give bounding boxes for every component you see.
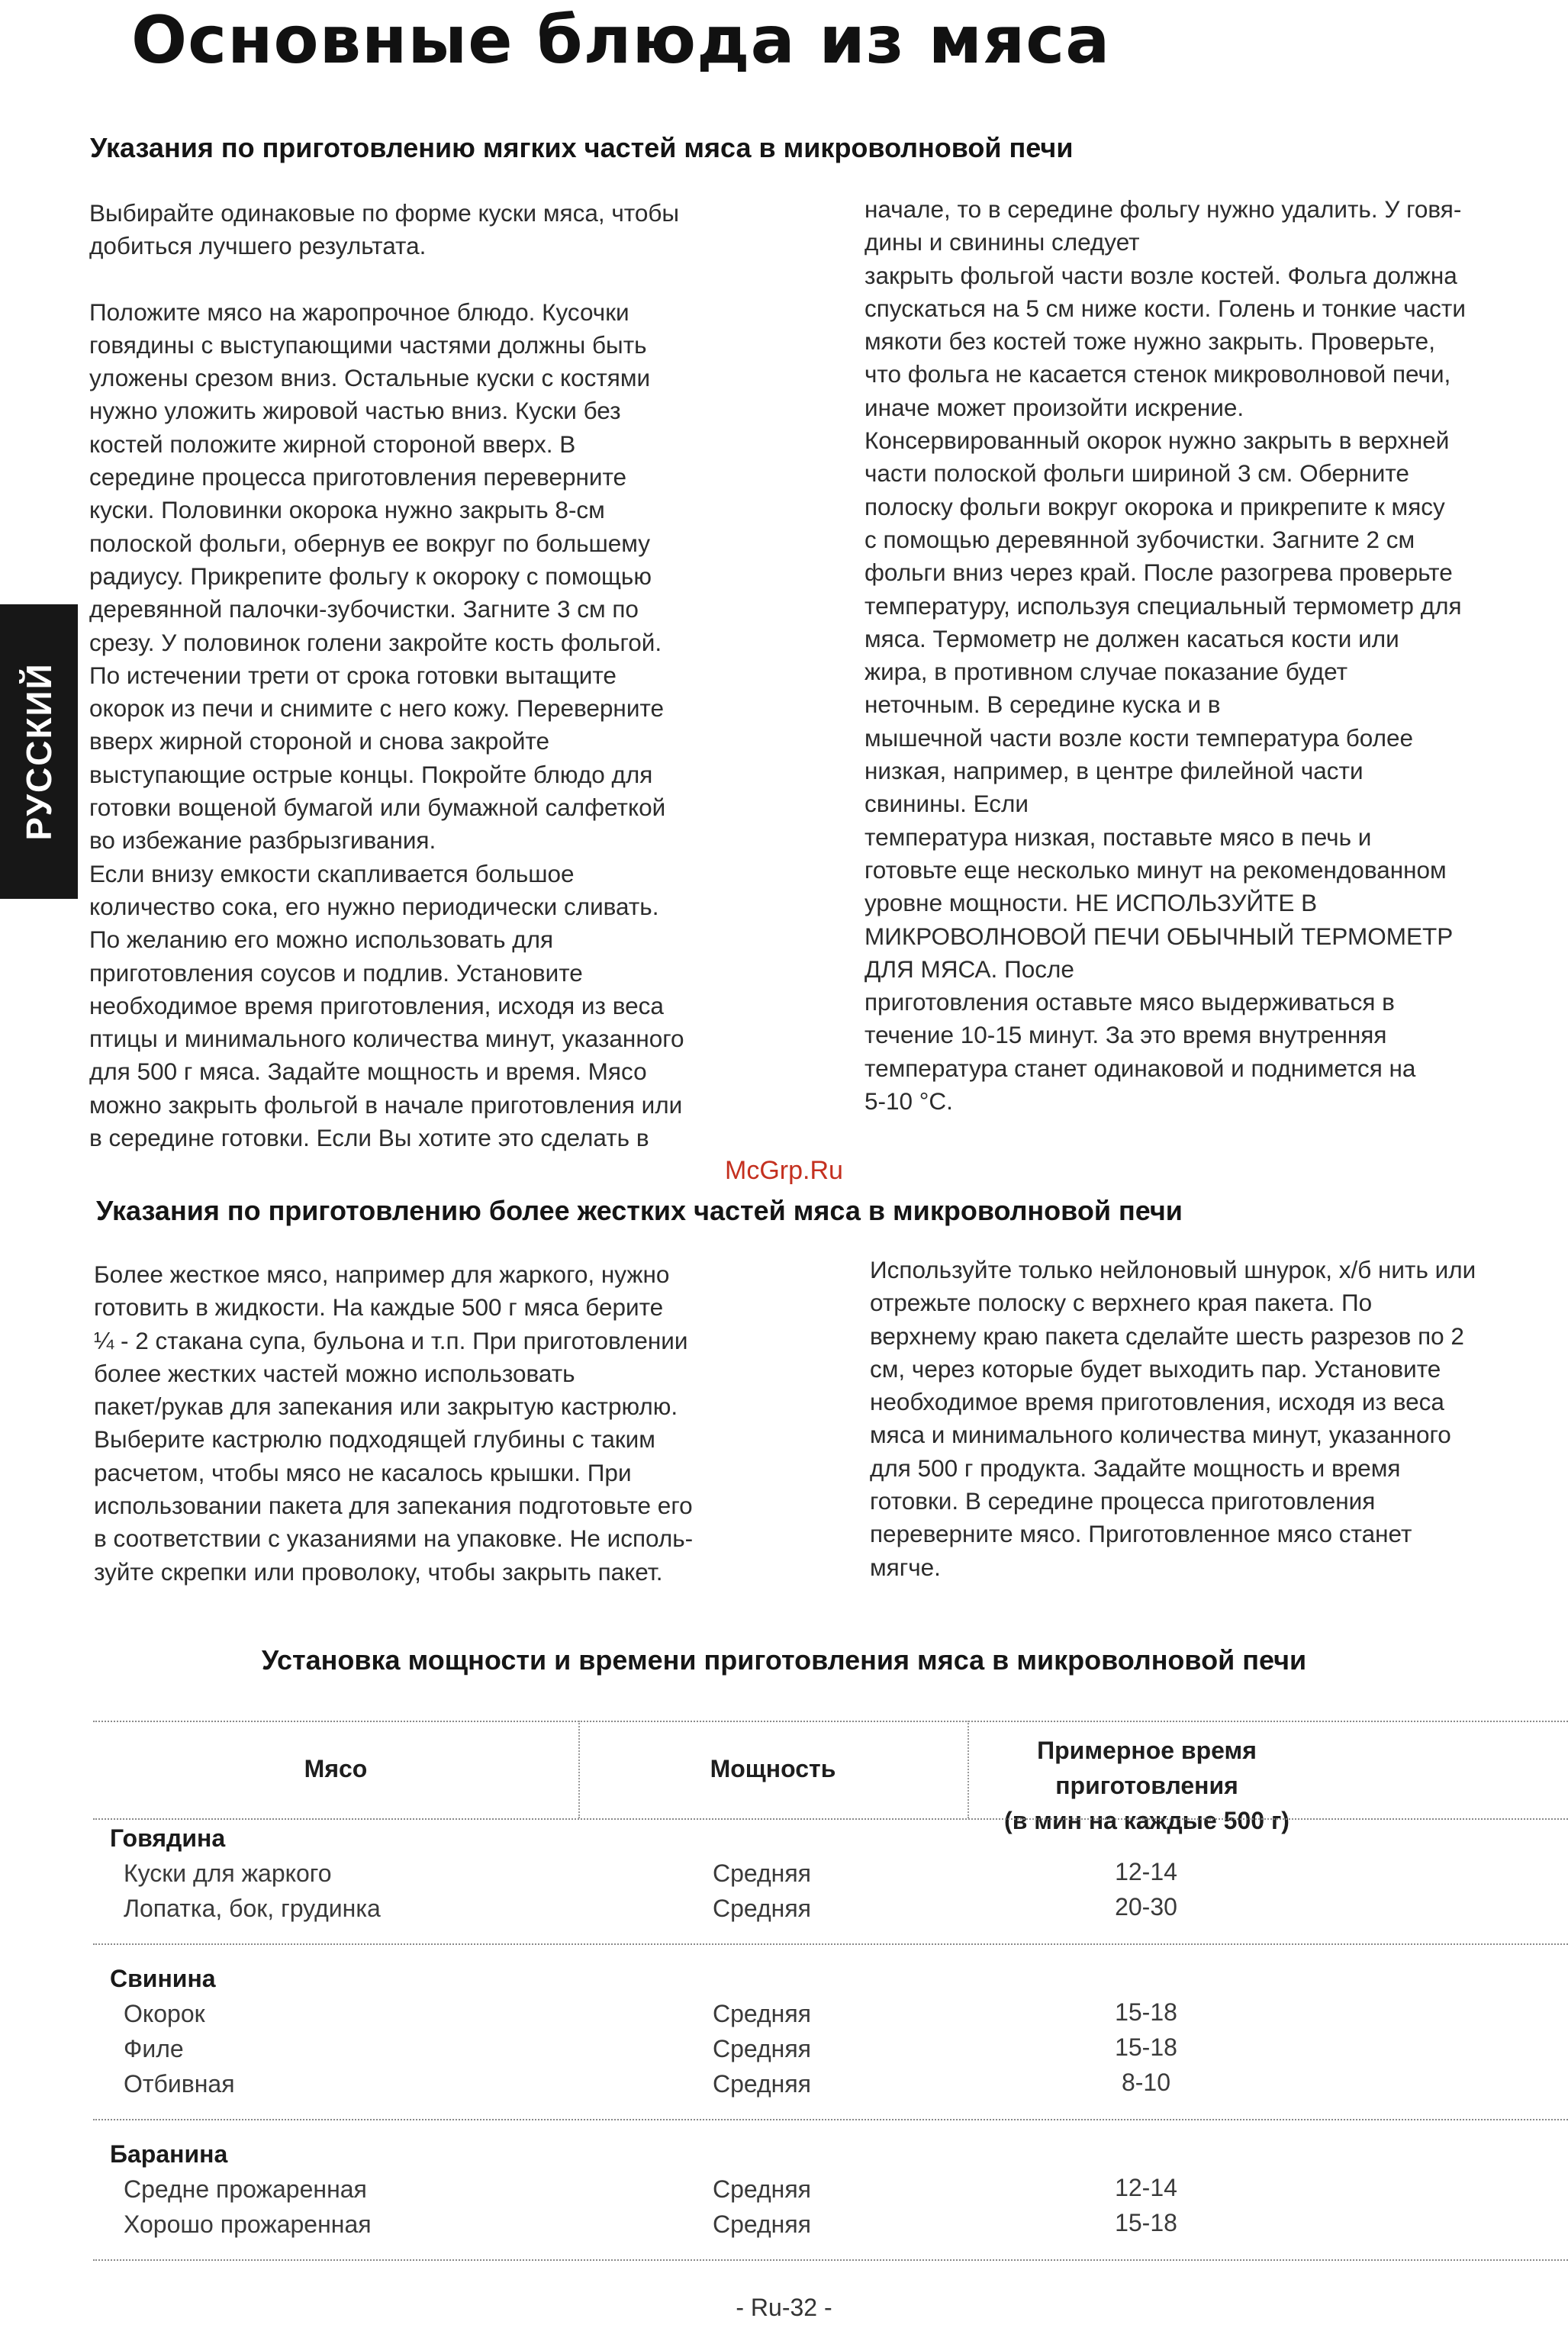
header-time-line1: Примерное время приготовления <box>1037 1737 1257 1799</box>
text-line: птицы и минимального количества минут, указанного <box>89 1025 684 1053</box>
text-line: использовании пакета для запекания подготовьте его <box>94 1492 693 1520</box>
table-top-border <box>93 1721 1568 1722</box>
text-line: для 500 г мяса. Задайте мощность и время. Мясо <box>89 1058 647 1086</box>
text-line: окорок из печи и снимите с него кожу. Переверните <box>89 694 665 723</box>
table-header-border <box>93 1818 1568 1820</box>
text-line: дины и свинины следует <box>864 228 1140 256</box>
table-row-power: Средняя <box>713 1859 811 1887</box>
text-line: выступающие острые концы. Покройте блюдо для <box>89 760 653 788</box>
section2-heading: Указания по приготовлению более жестких частей мяса в микроволновой печи <box>96 1195 1183 1226</box>
table-row-time: 20-30 <box>1115 1893 1177 1921</box>
group-lamb: Баранина <box>110 2140 228 2168</box>
table-row-power: Средняя <box>713 2035 811 2062</box>
group-separator <box>93 2119 1568 2120</box>
text-line: температуру, используя специальный термометр для <box>864 591 1462 620</box>
text-line: мякоти без костей тоже нужно закрыть. Проверьте, <box>864 327 1435 356</box>
text-line: готовки. В середине процесса приготовления <box>870 1487 1376 1515</box>
text-line: готовить в жидкости. На каждые 500 г мяса берите <box>94 1293 664 1322</box>
text-line: приготовления оставьте мясо выдерживаться в <box>864 988 1395 1016</box>
section2-right-column <box>870 1254 1476 1584</box>
text-line: для 500 г продукта. Задайте мощность и время <box>870 1454 1401 1482</box>
text-line: Положите мясо на жаропрочное блюдо. Кусочки <box>89 298 629 326</box>
table-row-item: Лопатка, бок, грудинка <box>124 1895 381 1922</box>
watermark: McGrp.Ru <box>725 1156 843 1185</box>
text-line: спускаться на 5 см ниже кости. Голень и тонкие части <box>864 294 1466 322</box>
group-beef: Говядина <box>110 1824 226 1852</box>
table-row-power: Средняя <box>713 2175 811 2203</box>
text-line: необходимое время приготовления, исходя из веса <box>89 991 664 1019</box>
text-line: расчетом, чтобы мясо не касалось крышки. При <box>94 1458 632 1486</box>
text-line: куски. Половинки окорока нужно закрыть 8-см <box>89 496 605 524</box>
text-line: По истечении трети от срока готовки вытащите <box>89 661 617 689</box>
table-row-item: Хорошо прожаренная <box>124 2210 372 2238</box>
text-line: количество сока, его нужно периодически сливать. <box>89 892 659 920</box>
text-line: фольги вниз через край. После разогрева проверьте <box>864 559 1453 587</box>
text-line: вверх жирной стороной и снова закройте <box>89 727 550 755</box>
text-line: закрыть фольгой части возле костей. Фольга должна <box>864 261 1457 289</box>
text-line: радиусу. Прикрепите фольгу к окороку с помощью <box>89 562 652 590</box>
table-row-time: 12-14 <box>1115 1858 1177 1885</box>
text-line: ДЛЯ МЯСА. После <box>864 955 1074 983</box>
table-title: Установка мощности и времени приготовления мяса в микроволновой печи <box>261 1644 1307 1676</box>
cooking-table <box>93 1721 1568 2261</box>
table-row-time: 15-18 <box>1115 2033 1177 2061</box>
section2-left-column <box>94 1258 693 1589</box>
text-line: полоской фольги, обернув ее вокруг по большему <box>89 529 651 557</box>
text-line: в соответствии с указаниями на упаковке. Не исполь- <box>94 1525 694 1553</box>
table-row-power: Средняя <box>713 2210 811 2238</box>
text-line: зуйте скрепки или проволоку, чтобы закрыть пакет. <box>94 1557 663 1586</box>
text-line: мягче. <box>870 1553 941 1581</box>
text-line: в середине готовки. Если Вы хотите это сделать в <box>89 1124 649 1152</box>
section1-left-column <box>89 197 684 1154</box>
text-line: уложены срезом вниз. Остальные куски с костями <box>89 364 651 392</box>
text-line: середине процесса приготовления переверните <box>89 463 627 491</box>
table-row-power: Средняя <box>713 2000 811 2027</box>
text-line: добиться лучшего результата. <box>89 232 427 260</box>
text-line: мышечной части возле кости температура более <box>864 723 1414 752</box>
text-line: верхнему краю пакета сделайте шесть разрезов по 2 <box>870 1322 1464 1350</box>
text-line: готовьте еще несколько минут на рекомендованном <box>864 855 1447 884</box>
text-line: ¼ - 2 стакана супа, бульона и т.п. При приготовлении <box>94 1326 688 1354</box>
text-line: более жестких частей можно использовать <box>94 1359 575 1387</box>
text-line: Используйте только нейлоновый шнурок, х/б нить или <box>870 1256 1476 1283</box>
paragraph-gap <box>89 263 684 296</box>
text-line: костей положите жирной стороной вверх. В <box>89 430 576 458</box>
page-title: Основные блюда из мяса <box>131 2 1111 79</box>
text-line: готовки вощеной бумагой или бумажной салфеткой <box>89 794 666 822</box>
text-line: жира, в противном случае показание будет <box>864 658 1348 686</box>
table-row-time: 8-10 <box>1121 2069 1171 2096</box>
text-line: мяса и минимального количества минут, указанного <box>870 1421 1451 1449</box>
text-line: нужно уложить жировой частью вниз. Куски без <box>89 397 621 425</box>
text-line: приготовления соусов и подлив. Установите <box>89 958 583 987</box>
table-row-item: Куски для жаркого <box>124 1859 332 1887</box>
text-line: срезу. У половинок голени закройте кость фольгой. <box>89 628 662 656</box>
text-line: с помощью деревянной зубочистки. Загните 2 см <box>864 525 1415 553</box>
table-bottom-border <box>93 2259 1568 2261</box>
text-line: неточным. В середине куска и в <box>864 691 1221 719</box>
table-row-item: Средне прожаренная <box>124 2175 367 2203</box>
header-time <box>968 1733 1326 1838</box>
text-line: течение 10-15 минут. За это время внутренняя <box>864 1021 1387 1049</box>
text-line: температура низкая, поставьте мясо в печь и <box>864 823 1372 851</box>
table-row-time: 12-14 <box>1115 2174 1177 2201</box>
section1-heading: Указания по приготовлению мягких частей мяса в микроволновой печи <box>90 132 1074 163</box>
text-line: деревянной палочки-зубочистки. Загните 3 см по <box>89 595 639 623</box>
text-line: необходимое время приготовления, исходя из веса <box>870 1388 1444 1416</box>
header-power: Мощность <box>710 1755 836 1782</box>
table-row-time: 15-18 <box>1115 1998 1177 2026</box>
table-row-power: Средняя <box>713 1895 811 1922</box>
text-line: пакет/рукав для запекания или закрытую кастрюлю. <box>94 1393 678 1421</box>
table-row-item: Окорок <box>124 2000 205 2027</box>
table-row-item: Отбивная <box>124 2070 235 2098</box>
text-line: 5-10 °С. <box>864 1087 953 1116</box>
text-line: начале, то в середине фольгу нужно удалить. У говя- <box>864 195 1462 223</box>
text-line: можно закрыть фольгой в начале приготовления или <box>89 1090 683 1119</box>
page-number: - Ru-32 - <box>736 2294 832 2321</box>
text-line: температура станет одинаковой и поднимется на <box>864 1054 1416 1082</box>
text-line: МИКРОВОЛНОВОЙ ПЕЧИ ОБЫЧНЫЙ ТЕРМОМЕТР <box>864 922 1454 950</box>
table-row-power: Средняя <box>713 2070 811 2098</box>
text-line: Выберите кастрюлю подходящей глубины с таким <box>94 1425 655 1454</box>
text-line: мяса. Термометр не должен касаться кости или <box>864 624 1399 652</box>
text-line: Выбирайте одинаковые по форме куски мяса, чтобы <box>89 199 680 227</box>
text-line: низкая, например, в центре филейной части <box>864 757 1364 785</box>
text-line: уровне мощности. НЕ ИСПОЛЬЗУЙТЕ В <box>864 889 1318 917</box>
text-line: говядины с выступающими частями должны быть <box>89 330 647 359</box>
table-row-time: 15-18 <box>1115 2209 1177 2236</box>
language-tab <box>0 604 78 899</box>
text-line: полоску фольги вокруг окорока и прикрепите к мясу <box>864 492 1445 520</box>
text-line: части полоской фольги шириной 3 см. Оберните <box>864 459 1409 488</box>
language-tab-label: РУССКИЙ <box>19 662 59 841</box>
text-line: По желанию его можно использовать для <box>89 926 554 954</box>
text-line: Если внизу емкости скапливается большое <box>89 859 575 887</box>
text-line: переверните мясо. Приготовленное мясо станет <box>870 1520 1412 1548</box>
section1-right-column <box>864 193 1466 1118</box>
text-line: во избежание разбрызгивания. <box>89 826 436 855</box>
text-line: что фольга не касается стенок микроволновой печи, <box>864 360 1451 388</box>
table-row-item: Филе <box>124 2035 184 2062</box>
text-line: Консервированный окорок нужно закрыть в верхней <box>864 427 1450 455</box>
text-line: отрежьте полоску с верхнего края пакета. По <box>870 1289 1373 1317</box>
group-pork: Свинина <box>110 1965 216 1992</box>
header-time-line2: (в мин на каждые 500 г) <box>1004 1807 1289 1834</box>
header-meat: Мясо <box>304 1755 368 1782</box>
group-separator <box>93 1943 1568 1945</box>
text-line: иначе может произойти искрение. <box>864 393 1244 421</box>
text-line: Более жесткое мясо, например для жаркого, нужно <box>94 1261 670 1288</box>
text-line: свинины. Если <box>864 790 1029 818</box>
text-line: см, через которые будет выходить пар. Установите <box>870 1354 1441 1383</box>
